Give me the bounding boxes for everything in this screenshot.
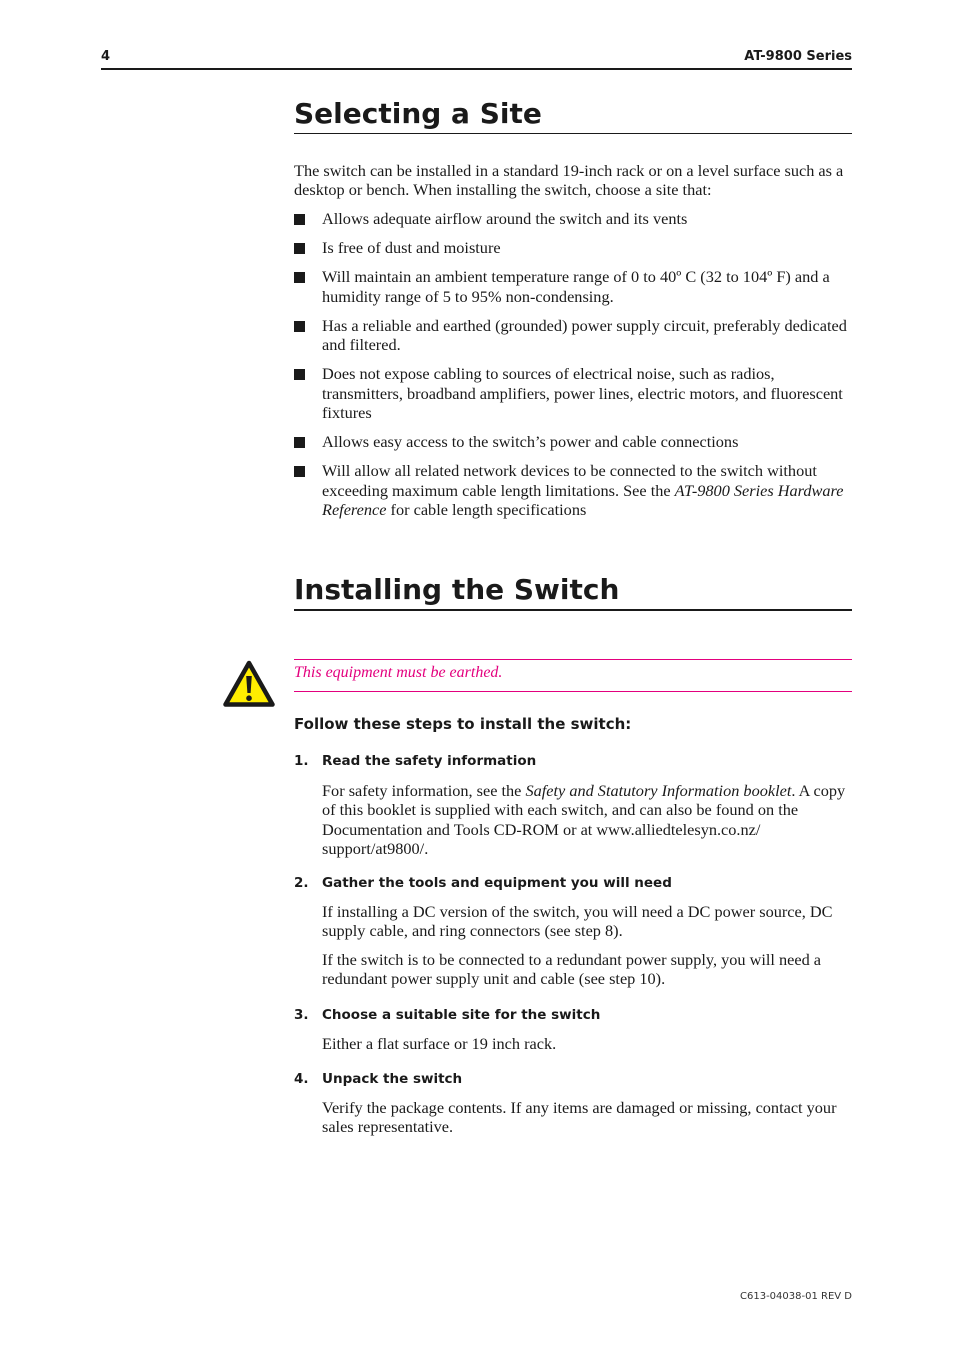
bullet-text: Does not expose cabling to sources of electrical noise, such as radios, transmitters, broadband amplifiers, power lines, electric motors, and fluorescent fixtures xyxy=(322,364,843,422)
step-body-text: For safety information, see the xyxy=(322,781,526,800)
step-body xyxy=(322,781,854,858)
list-item xyxy=(294,209,854,228)
bullet-text: Will maintain an ambient temperature range of 0 to 40º C (32 to 104º F) and a humidity range of 5 to 95% non-condensing. xyxy=(322,267,830,306)
step-number: 4. xyxy=(294,1071,309,1087)
step-body-text-end: . A copy of this booklet is supplied with each switch, and can also be found on the Documentation and Tools CD-ROM or at www.alliedtelesyn.co.nz/ support/at9800/. xyxy=(322,781,846,858)
step-body: Either a flat surface or 19 inch rack. xyxy=(322,1034,557,1053)
list-item xyxy=(294,364,854,422)
site-intro: The switch can be installed in a standard 19-inch rack or on a level surface such as a desktop or bench. When installing the switch, choose a site that: xyxy=(294,161,844,200)
heading-installing-the-switch: Installing the Switch xyxy=(294,573,852,611)
steps-intro: Follow these steps to install the switch: xyxy=(294,715,632,733)
step-number: 3. xyxy=(294,1007,309,1023)
bullet-text: Allows easy access to the switch’s power and cable connections xyxy=(322,432,739,452)
square-bullet-icon xyxy=(294,243,305,254)
bullet-text: Is free of dust and moisture xyxy=(322,238,501,258)
site-criteria-list xyxy=(294,209,854,529)
bullet-text: Has a reliable and earthed (grounded) power supply circuit, preferably dedicated and filtered. xyxy=(322,315,847,355)
bullet-text: Allows adequate airflow around the switch and its vents xyxy=(322,209,688,228)
safety-booklet-title: Safety and Statutory Information booklet xyxy=(525,781,792,800)
step-number: 2. xyxy=(294,875,309,891)
hardware-reference-title: AT-9800 Series Hardware Reference xyxy=(322,480,844,519)
step-body: Verify the package contents. If any items are damaged or missing, contact your sales representative. xyxy=(322,1098,837,1137)
list-item xyxy=(294,238,854,257)
bullet-text-end: for cable length specifications xyxy=(386,499,587,519)
list-item xyxy=(294,267,854,306)
list-item xyxy=(294,316,854,355)
warning-triangle-icon xyxy=(223,660,275,708)
step-title: Read the safety information xyxy=(322,753,537,769)
square-bullet-icon xyxy=(294,437,305,448)
square-bullet-icon xyxy=(294,466,305,477)
page-number: 4 xyxy=(101,49,111,64)
step-number: 1. xyxy=(294,753,309,769)
step-body: If installing a DC version of the switch, you will need a DC power source, DC supply cable, and ring connectors (see step 8). xyxy=(322,902,833,941)
list-item xyxy=(294,432,854,451)
bullet-text: Will allow all related network devices to be connected to the switch without exceeding maximum cable length limitations. See the xyxy=(322,461,817,500)
heading-selecting-a-site: Selecting a Site xyxy=(294,97,852,134)
list-item xyxy=(294,461,854,519)
step-title: Unpack the switch xyxy=(322,1071,463,1087)
page-header xyxy=(101,48,852,70)
warning-callout xyxy=(294,659,852,692)
document-code: C613-04038-01 REV D xyxy=(740,1291,852,1302)
step-body: If the switch is to be connected to a redundant power supply, you will need a redundant power supply unit and cable (see step 10). xyxy=(322,950,822,989)
series-title: AT-9800 Series xyxy=(744,49,852,64)
square-bullet-icon xyxy=(294,272,305,283)
square-bullet-icon xyxy=(294,214,305,225)
step-title: Gather the tools and equipment you will need xyxy=(322,875,672,891)
square-bullet-icon xyxy=(294,369,305,380)
warning-text: This equipment must be earthed. xyxy=(294,664,503,681)
step-title: Choose a suitable site for the switch xyxy=(322,1007,601,1023)
square-bullet-icon xyxy=(294,321,305,332)
